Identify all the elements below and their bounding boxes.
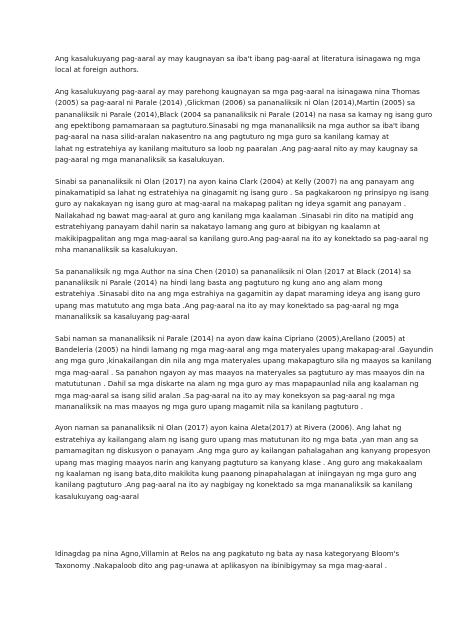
text-line: mha mananaliksik sa kasalukuyan. (55, 245, 178, 255)
text-line: Ang kasalukuyang pag-aaral ay may kaugnayan sa iba't ibang pag-aaral at literatura isinagawa ng mga (55, 54, 421, 63)
text-line: Sabi naman sa mananaliksik ni Parale (2014) na ayon daw kaina Cipriano (2005),Arellano (2005) at (55, 333, 406, 343)
text-line: pamamagitan ng diskusyon o panayam .Ang mga guro ay kailangan pahalagahan ang kanyang propesyon (55, 446, 431, 456)
text-line: Idinagdag pa nina Agno,Villamin at Relos na ang pagkatuto ng bata ay nasa kategoryang Bloom's (55, 549, 400, 559)
paragraph-aleta-rivera (55, 422, 430, 502)
text-line: kasalukuyang oag-aaral (55, 491, 139, 501)
text-line: mananaliksik sa kasaluyang pag-aaral (55, 312, 190, 322)
paragraph-blooms-taxonomy (55, 548, 430, 571)
text-line: Taxonomy .Nakapaloob dito ang pag-unawa at aplikasyon na ibinibigymay sa mga mag-aaral . (55, 560, 387, 570)
text-line: pananaliksik ni Parale (2014),Black (2004 sa pananaliksik ni Parale (2014) na nasa sa kamay ng isang guro (55, 109, 433, 119)
text-line: ng kaalaman ng isang bata,dito makikita kung paanong pinapahalagan at iniingayan ng mga guro ang (55, 469, 417, 478)
text-line: upang mas maging maayos narin ang kanyang pagtuturo sa kanyang klase . Ang guro ang makakaalam (55, 457, 423, 467)
document-body (55, 53, 434, 581)
text-line: ang epektibong pamamaraan sa pagtuturo.Sinasabi ng mga mananaliksik na mga author sa iba't ibang (55, 121, 420, 131)
text-line: mga mag-aaral . Sa panahon ngayon ay mas maayos na materyales sa pagtuturo ay mas maayos din na (55, 367, 425, 377)
paragraph-parale-2014 (55, 333, 434, 413)
text-line: mga mag-aaral sa isang silid aralan .Sa pag-aaral na ito ay may koneksyon sa pag-aaral ng mga (55, 390, 395, 400)
text-line: upang mas matututo ang mga bata .Ang pag-aaral na ito ay may konektado sa pag-aaral ng mga (55, 300, 399, 310)
paragraph-olan-2017 (55, 176, 430, 256)
text-line: estratehiya ay kailangang alam ng isang guro upang mas matutunan ito ng mga bata ,yan man ang sa (55, 434, 419, 444)
text-line: guro ay nakakayan ng isang guro at mag-aaral na makapag palitan ng ideya sgamit ang panayam . (55, 199, 407, 209)
paragraph-related-studies (55, 86, 433, 166)
text-line: makikipagpalitan ang mga mag-aaral sa kanilang guro.Ang pag-aaral na ito ay konektado sa pag-aaral ng (55, 233, 429, 243)
text-line: estratehiya .Sinasabi dito na ang mga estrahiya na gagamitin ay dapat maraming ideya ang isang guro (55, 289, 421, 299)
text-line: matututunan . Dahil sa mga diskarte na alam ng mga guro ay mas mapapaunlad nila ang kaalaman ng (55, 379, 419, 389)
text-line: Sinabi sa pananaliksik ni Olan (2017) na ayon kaina Clark (2004) at Kelly (2007) na ang panayam ang (55, 176, 415, 186)
text-line: pag-aaral na nasa silid-aralan nakasentro na ang pagtuturo ng mga guro sa kanilang kamay at (55, 132, 389, 142)
text-line: Sa pananaliksik ng mga Author na sina Chen (2010) sa pananaliksik ni Olan (2017 at Black (2014) sa (55, 266, 412, 276)
blank-space (55, 512, 430, 548)
text-line: (2005) sa pag-aaral ni Parale (2014) ,Glickman (2006) sa pananaliksik ni Olan (2014),Martin (2005) sa (55, 98, 416, 108)
text-line: pananaliksik ni Parale (2014) na hindi lang basta ang pagtuturo ng kung ano ang alam mong (55, 277, 383, 287)
paragraph-intro (55, 53, 430, 76)
paragraph-chen-2010 (55, 266, 430, 323)
text-line: mananaliksik na mas maayos ng mga guro upang magamit nila sa kanilang pagtuturo . (55, 401, 364, 411)
text-line: Nailakahad ng bawat mag-aaral at guro ang kanilang mga kaalaman .Sinasabi rin dito na matipid ang (55, 210, 414, 220)
text-line: Bandeleria (2005) na hindi lamang ng mga mag-aaral ang mga materyales upang makapag-aral .Gayundin (55, 344, 434, 354)
text-line: lahat ng estratehiya ay kanilang maituturo sa loob ng paaralan .Ang pag-aaral nito ay may kaugnay sa (55, 143, 418, 153)
text-line: pinakamatipid sa lahat ng estratehiya na ginagamit ng isang guro . Sa pagkakaroon ng prinsipyo ng isang (55, 188, 429, 198)
text-line: pag-aaral ng mga mananaliksik sa kasalukuyan. (55, 155, 225, 165)
text-line: Ang kasalukuyang pag-aaral ay may parehong kaugnayan sa mga pag-aaral na isinagawa nina Thomas (55, 86, 420, 96)
text-line: estratehiyang panayam dahil narin sa nakatayo lamang ang guro at bibigyan ng kaalamn at (55, 222, 381, 232)
text-line: kanilang pagtuturo .Ang pag-aaral na ito ay nagbigay ng konektado sa mga mananaliksik sa kanilang (55, 480, 413, 490)
text-line: local at foreign authors. (55, 65, 139, 75)
text-line: Ayon naman sa pananaliksik ni Olan (2017) ayon kaina Aleta(2017) at Rivera (2006). Ang lahat ng (55, 423, 402, 433)
text-line: ang mga guro ,kinakailangan din nila ang mga materyales upang makapagturo sila ng maayos sa kanilang (55, 356, 432, 366)
